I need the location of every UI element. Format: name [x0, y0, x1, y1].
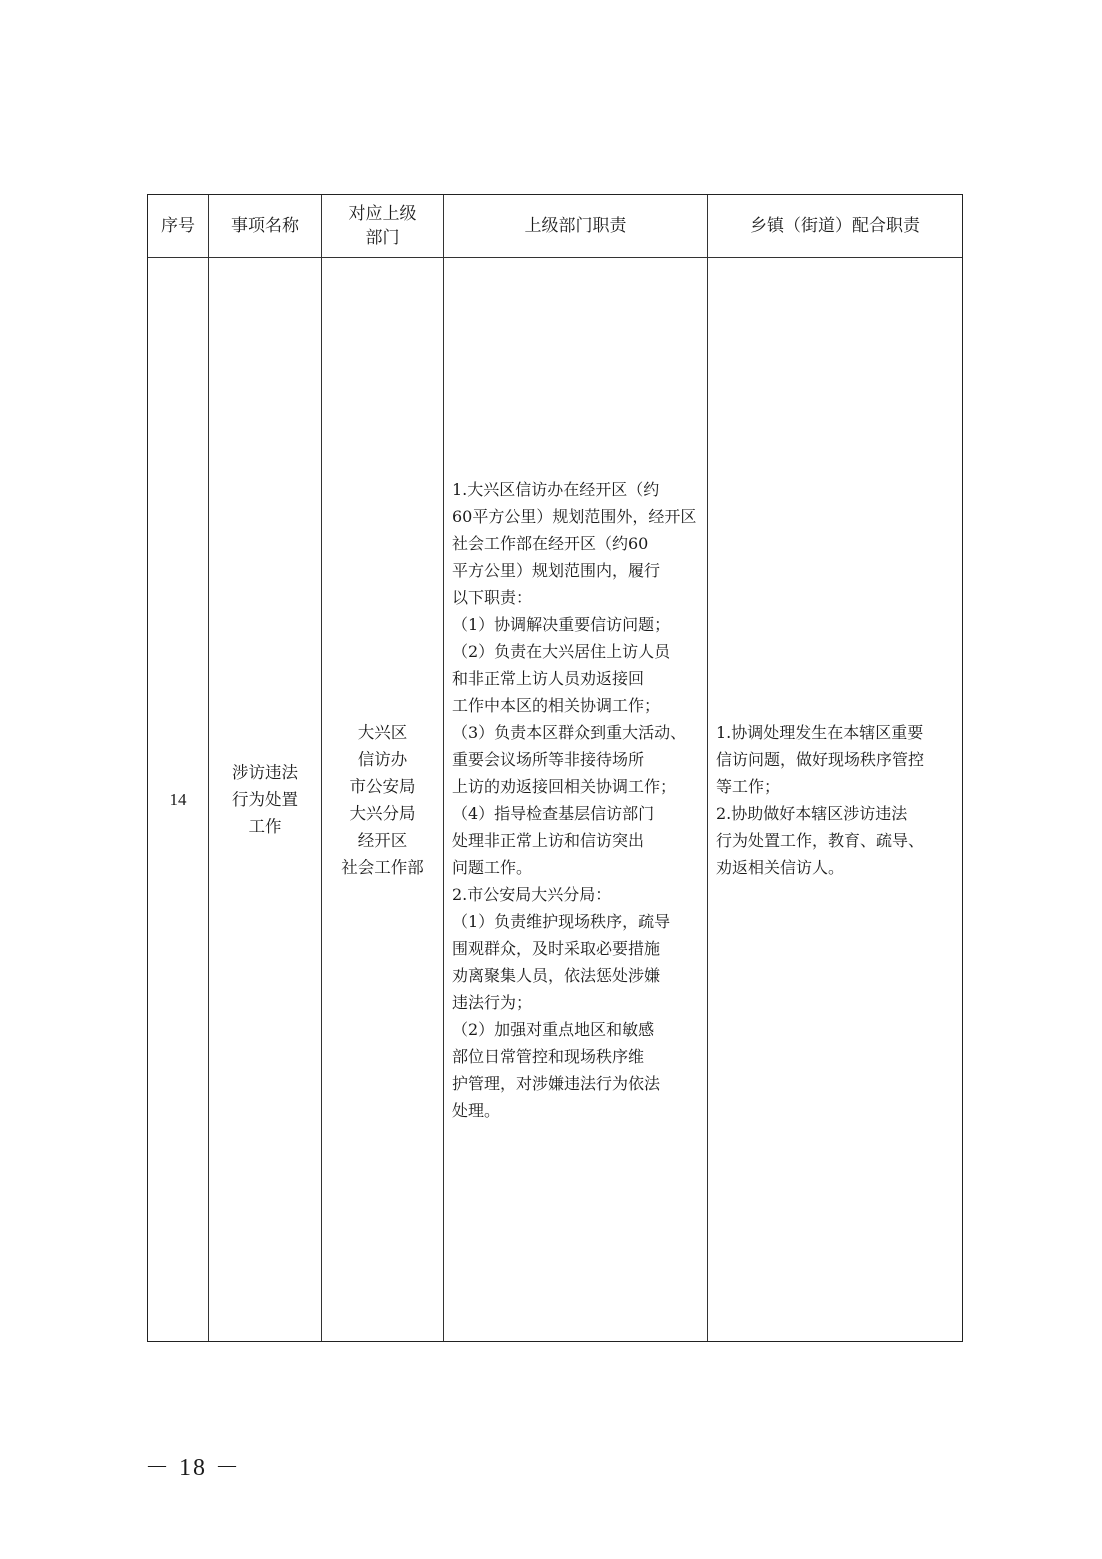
- township-duty-line: 1.协调处理发生在本辖区重要: [716, 722, 924, 742]
- department-line: 经开区: [357, 830, 408, 850]
- township-duty-line: 行为处置工作，教育、疏导、: [716, 830, 925, 850]
- duty-line: 2.市公安局大兴分局：: [452, 884, 612, 904]
- township-duty-line: 劝返相关信访人。: [716, 857, 845, 877]
- row-superior-duties: [444, 258, 707, 1341]
- duty-line: 和非正常上访人员劝返接回: [452, 668, 645, 688]
- duty-line: 社会工作部在经开区（约60: [452, 533, 649, 553]
- township-duty-line: 2.协助做好本辖区涉访违法: [716, 803, 908, 823]
- header-serial-number: 序号: [161, 216, 195, 236]
- duty-line: 护管理，对涉嫌违法行为依法: [452, 1073, 661, 1093]
- row-serial-number: 14: [169, 790, 187, 809]
- item-name-line: 行为处置: [232, 790, 298, 809]
- duty-line: 违法行为；: [452, 992, 533, 1012]
- header-superior-duties: 上级部门职责: [524, 216, 627, 236]
- duty-line: （1）协调解决重要信访问题；: [452, 614, 671, 634]
- item-name-line: 涉访违法: [232, 763, 298, 782]
- duty-line: 60平方公里）规划范围外，经开区: [452, 506, 697, 526]
- duty-line: 处理。: [452, 1100, 501, 1120]
- township-duty-line: 信访问题，做好现场秩序管控: [716, 749, 925, 769]
- header-line: 部门: [365, 228, 400, 248]
- row-departments: [322, 258, 443, 1341]
- item-name-line: 工作: [248, 817, 282, 836]
- duty-line: 部位日常管控和现场秩序维: [452, 1046, 645, 1066]
- duty-line: 1.大兴区信访办在经开区（约: [452, 479, 660, 499]
- duty-line: 平方公里）规划范围内，履行: [452, 560, 661, 580]
- duty-line: （4）指导检查基层信访部门: [452, 803, 655, 823]
- header-line: 对应上级: [348, 204, 417, 224]
- department-line: 大兴分局: [349, 803, 416, 823]
- duty-line: 重要会议场所等非接待场所: [452, 749, 645, 769]
- duty-line: 问题工作。: [452, 857, 533, 877]
- duty-line: （1）负责维护现场秩序，疏导: [452, 911, 671, 931]
- duty-line: 工作中本区的相关协调工作；: [452, 695, 661, 715]
- department-line: 社会工作部: [341, 857, 424, 877]
- duty-line: 劝离聚集人员，依法惩处涉嫌: [452, 965, 661, 985]
- duties-table: [147, 194, 963, 1342]
- page-number: － 18 －: [145, 1455, 241, 1481]
- department-line: 大兴区: [357, 722, 408, 742]
- duty-line: 上访的劝返接回相关协调工作；: [452, 776, 677, 796]
- duty-line: （2）负责在大兴居住上访人员: [452, 641, 671, 661]
- duty-line: （2）加强对重点地区和敏感: [452, 1019, 655, 1039]
- duty-line: （3）负责本区群众到重大活动、: [452, 722, 687, 742]
- header-township-duties: 乡镇（街道）配合职责: [750, 216, 920, 236]
- header-item-name: 事项名称: [231, 216, 299, 236]
- row-township-duties: [708, 258, 962, 1341]
- department-line: 信访办: [357, 749, 408, 769]
- duty-line: 处理非正常上访和信访突出: [452, 830, 645, 850]
- duty-line: 以下职责：: [452, 587, 533, 607]
- department-line: 市公安局: [349, 776, 416, 796]
- row-item-name: [209, 258, 321, 1341]
- township-duty-line: 等工作；: [716, 776, 781, 796]
- header-superior-department: [322, 195, 443, 257]
- duty-line: 围观群众，及时采取必要措施: [452, 938, 661, 958]
